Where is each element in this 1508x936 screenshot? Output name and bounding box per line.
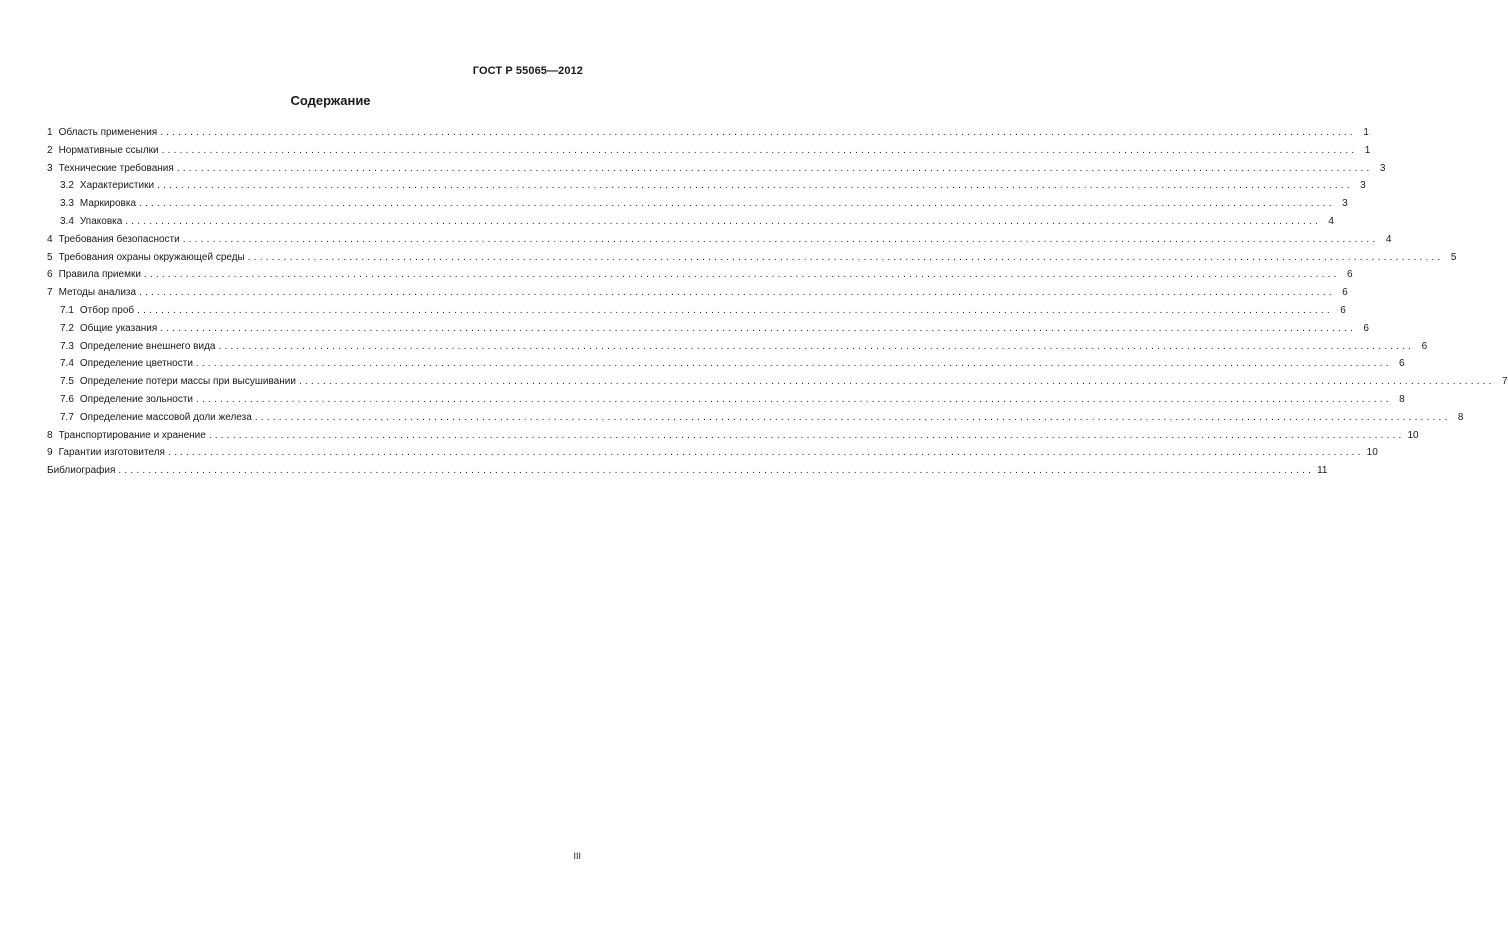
toc-entry-label: Определение зольности (79, 393, 194, 405)
toc-dot-leader: ........................................................................................................................................................................................................ (160, 127, 1356, 138)
toc-entry (47, 213, 1334, 231)
toc-dot-leader: ........................................................................................................................................................................................................ (195, 358, 1392, 370)
toc-entry-page: 8 (1457, 411, 1464, 423)
toc-entry-number: 5 (47, 251, 53, 263)
toc-dot-leader: ........................................................................................................................................................................................................ (218, 340, 1415, 352)
toc-dot-leader: ........................................................................................................................................................................................................ (196, 393, 1392, 405)
toc-entry-number: 1 (47, 127, 53, 138)
toc-entry (47, 249, 1457, 267)
toc-entry-number: 3.2 (60, 180, 74, 192)
toc-dot-leader: ........................................................................................................................................................................................................ (118, 465, 1315, 477)
toc-entry-page: 6 (1347, 269, 1353, 281)
toc-entry-label: Определение цветности (79, 358, 193, 370)
toc-dot-leader: ........................................................................................................................................................................................................ (167, 447, 1364, 459)
toc-entry (47, 373, 1508, 391)
toc-dot-leader: ........................................................................................................................................................................................................ (157, 180, 1353, 192)
toc-entry-label: Определение внешнего вида (79, 340, 216, 352)
toc-entry (47, 391, 1405, 409)
toc-entry-page: 10 (1366, 447, 1378, 459)
toc-entry-number: 6 (47, 269, 53, 281)
toc-entry-number: 2 (47, 144, 53, 156)
toc-dot-leader: ........................................................................................................................................................................................................ (176, 162, 1373, 174)
toc-entry-number: 3.3 (60, 198, 74, 210)
toc-entry (47, 284, 1348, 302)
toc-title: Содержание (290, 93, 371, 108)
toc-entry-page: 1 (1363, 127, 1369, 138)
toc-entry-label: Определение потери массы при высушивании (79, 376, 296, 388)
toc-dot-leader: ........................................................................................................................................................................................................ (139, 198, 1335, 210)
toc-dot-leader: ........................................................................................................................................................................................................ (298, 376, 1495, 388)
toc-entry-label: Гарантии изготовителя (58, 447, 165, 459)
toc-dot-leader: ........................................................................................................................................................................................................ (139, 287, 1335, 299)
toc-entry (47, 195, 1348, 213)
toc-entry-number: 7.6 (60, 393, 74, 405)
toc-entry (47, 231, 1392, 249)
table-of-contents (47, 124, 1508, 480)
toc-entry (47, 177, 1366, 195)
toc-entry-label: Правила приемки (58, 269, 141, 281)
toc-entry (47, 124, 1369, 142)
toc-entry-number: 7.3 (60, 340, 74, 352)
toc-entry-page: 6 (1363, 322, 1369, 334)
toc-entry (47, 266, 1353, 284)
page-number: III (573, 851, 581, 861)
toc-entry-label: Характеристики (79, 180, 155, 192)
toc-dot-leader: ........................................................................................................................................................................................................ (161, 144, 1358, 156)
toc-entry (47, 427, 1419, 445)
toc-entry-label: Область применения (58, 127, 158, 138)
toc-entry-label: Требования охраны окружающей среды (58, 251, 245, 263)
toc-entry-page: 1 (1364, 144, 1371, 156)
toc-entry (47, 302, 1346, 320)
toc-entry-label: Методы анализа (58, 287, 137, 299)
toc-entry-label: Библиография (47, 465, 116, 477)
toc-entry-number: 3 (47, 162, 53, 174)
toc-entry-page: 6 (1421, 340, 1428, 352)
toc-entry (47, 160, 1386, 178)
toc-dot-leader: ........................................................................................................................................................................................................ (247, 251, 1444, 263)
toc-entry-number: 3.4 (60, 215, 74, 227)
toc-entry-number: 7 (47, 287, 53, 299)
toc-entry (47, 338, 1428, 356)
toc-entry-label: Определение массовой доли железа (79, 411, 252, 423)
document-code: ГОСТ Р 55065—2012 (472, 65, 583, 77)
toc-entry-page: 4 (1328, 215, 1334, 227)
toc-entry-label: Нормативные ссылки (58, 144, 159, 156)
toc-entry (47, 355, 1405, 373)
toc-entry-number: 7.7 (60, 411, 74, 423)
toc-entry-page: 5 (1450, 251, 1457, 263)
toc-dot-leader: ........................................................................................................................................................................................................ (137, 304, 1333, 316)
toc-entry-number: 7.5 (60, 376, 74, 388)
toc-entry (47, 142, 1371, 160)
toc-entry-page: 4 (1385, 233, 1392, 245)
toc-entry (47, 444, 1378, 462)
toc-entry-page: 6 (1342, 287, 1348, 299)
toc-entry-label: Транспортирование и хранение (58, 429, 206, 441)
toc-entry-page: 3 (1360, 180, 1366, 192)
toc-entry (47, 462, 1328, 480)
toc-entry-page: 10 (1407, 429, 1419, 441)
toc-entry-page: 3 (1342, 198, 1348, 210)
toc-entry-page: 6 (1340, 304, 1346, 316)
toc-entry-label: Отбор проб (79, 304, 135, 316)
toc-entry-label: Маркировка (79, 198, 137, 210)
toc-dot-leader: ........................................................................................................................................................................................................ (125, 215, 1321, 227)
toc-dot-leader: ........................................................................................................................................................................................................ (182, 233, 1379, 245)
toc-entry-label: Технические требования (58, 162, 174, 174)
toc-entry-page: 8 (1399, 393, 1405, 405)
toc-entry-page: 3 (1379, 162, 1386, 174)
toc-entry-number: 9 (47, 447, 53, 459)
toc-entry-number: 7.2 (60, 322, 74, 334)
toc-entry-number: 7.4 (60, 358, 74, 370)
toc-entry-label: Общие указания (79, 322, 158, 334)
toc-entry (47, 409, 1464, 427)
toc-entry-number: 8 (47, 429, 53, 441)
toc-entry-number: 7.1 (60, 304, 74, 316)
toc-dot-leader: ........................................................................................................................................................................................................ (160, 322, 1356, 334)
toc-entry (47, 320, 1369, 338)
toc-entry-number: 4 (47, 233, 53, 245)
toc-dot-leader: ........................................................................................................................................................................................................ (143, 269, 1340, 281)
toc-entry-page: 7 (1502, 376, 1508, 388)
toc-dot-leader: ........................................................................................................................................................................................................ (254, 411, 1451, 423)
toc-dot-leader: ........................................................................................................................................................................................................ (208, 429, 1405, 441)
toc-entry-label: Упаковка (79, 215, 123, 227)
toc-entry-page: 11 (1317, 465, 1328, 477)
toc-entry-label: Требования безопасности (58, 233, 180, 245)
toc-entry-page: 6 (1399, 358, 1405, 370)
